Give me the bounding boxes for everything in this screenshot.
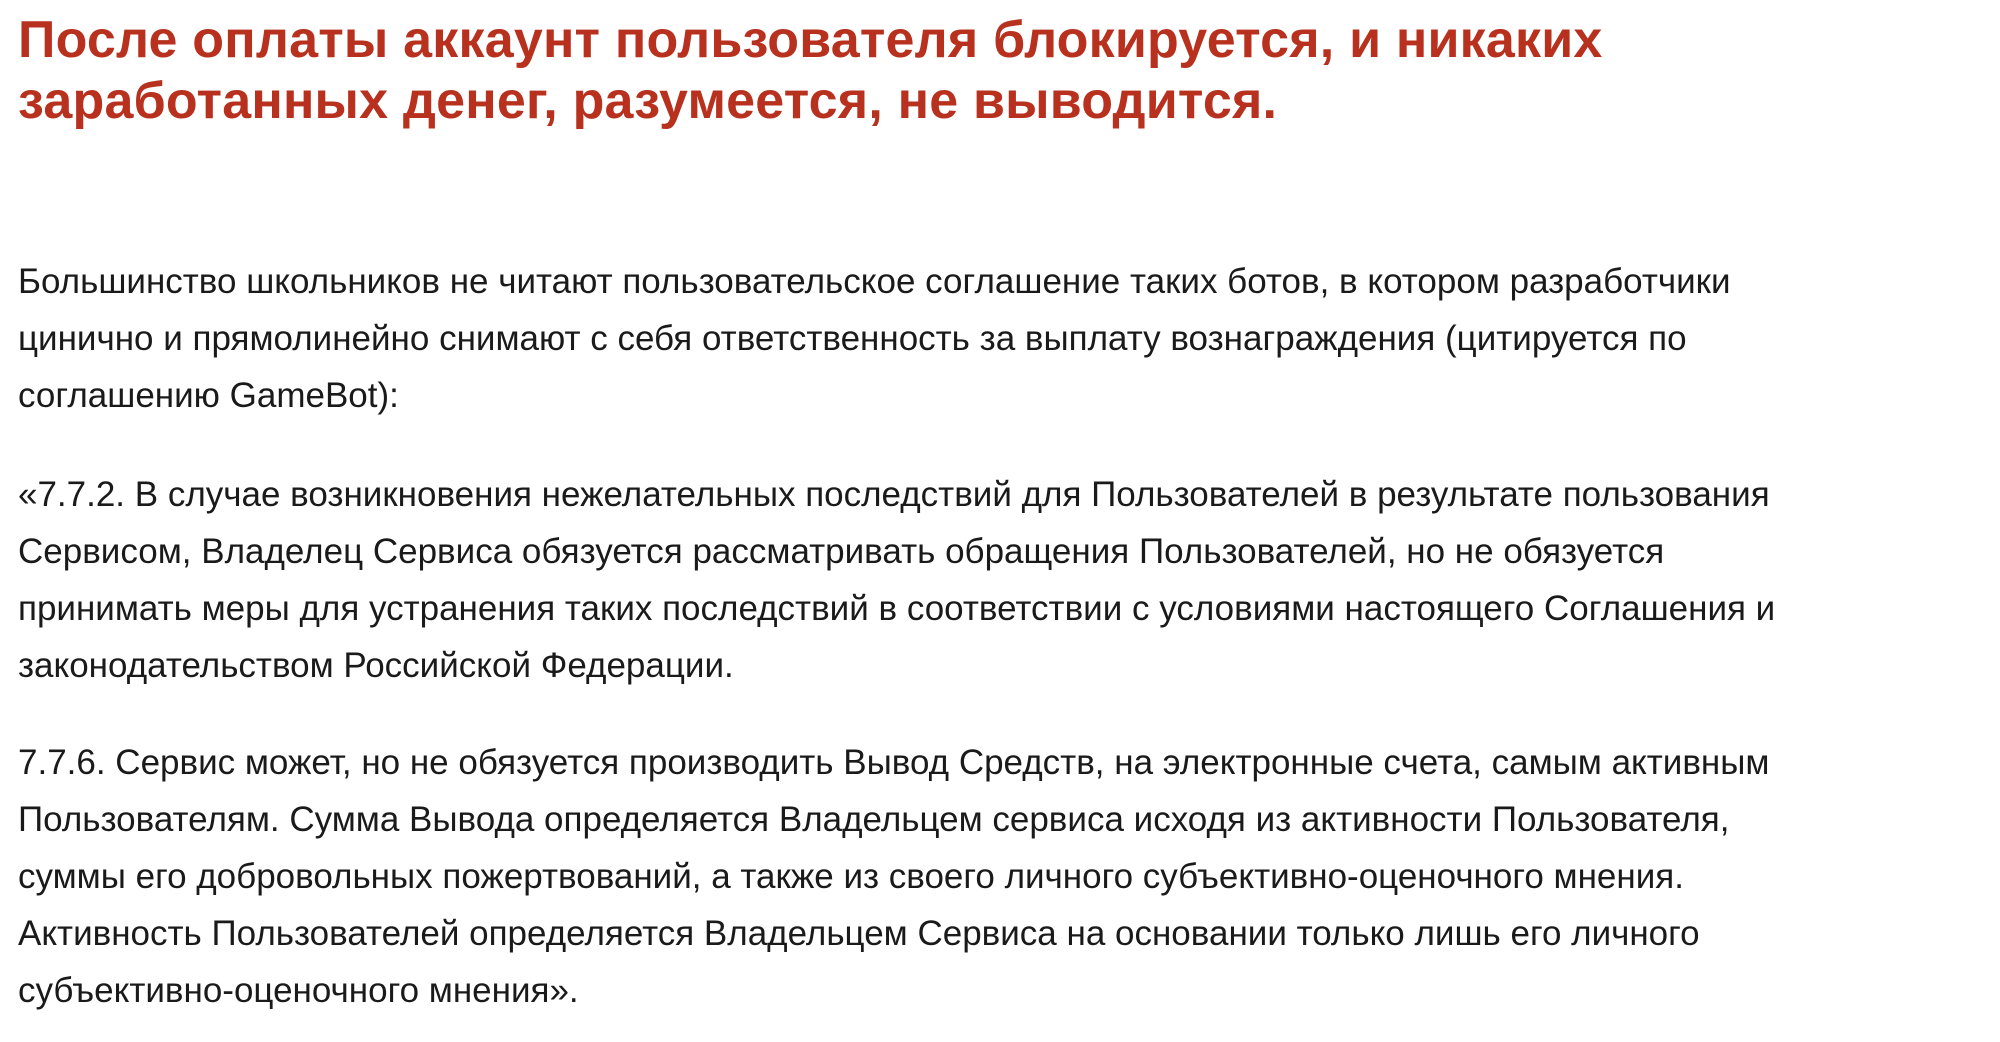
paragraph-intro: Большинство школьников не читают пользовательское соглашение таких ботов, в котором разработчики цинично и прямолинейно снимают с себя ответственность за выплату вознаграждения (цитируется по соглашению GameBot): bbox=[18, 262, 1731, 415]
paragraph-quote-7-7-6: 7.7.6. Сервис может, но не обязуется производить Вывод Средств, на электронные счета, самым активным Пользователям. Сумма Вывода определяется Владельцем сервиса исходя из активности Пользователя, суммы его добровольных пожертвований, а также из своего личного субъективно-оценочного мнения. Активность Пользователей определяется Владельцем Сервиса на основании только лишь его личного субъективно-оценочного мнения». bbox=[18, 743, 1770, 1010]
paragraph-quote-7-7-2: «7.7.2. В случае возникновения нежелательных последствий для Пользователей в результате пользования Сервисом, Владелец Сервиса обязуется рассматривать обращения Пользователей, но не обязуется принимать меры для устранения таких последствий в соответствии с условиями настоящего Соглашения и законодательством Российской Федерации. bbox=[18, 475, 1776, 685]
article-headline: После оплаты аккаунт пользователя блокируется, и никаких заработанных денег, разумеется, не выводится. bbox=[18, 11, 1603, 130]
article bbox=[18, 10, 1998, 1010]
